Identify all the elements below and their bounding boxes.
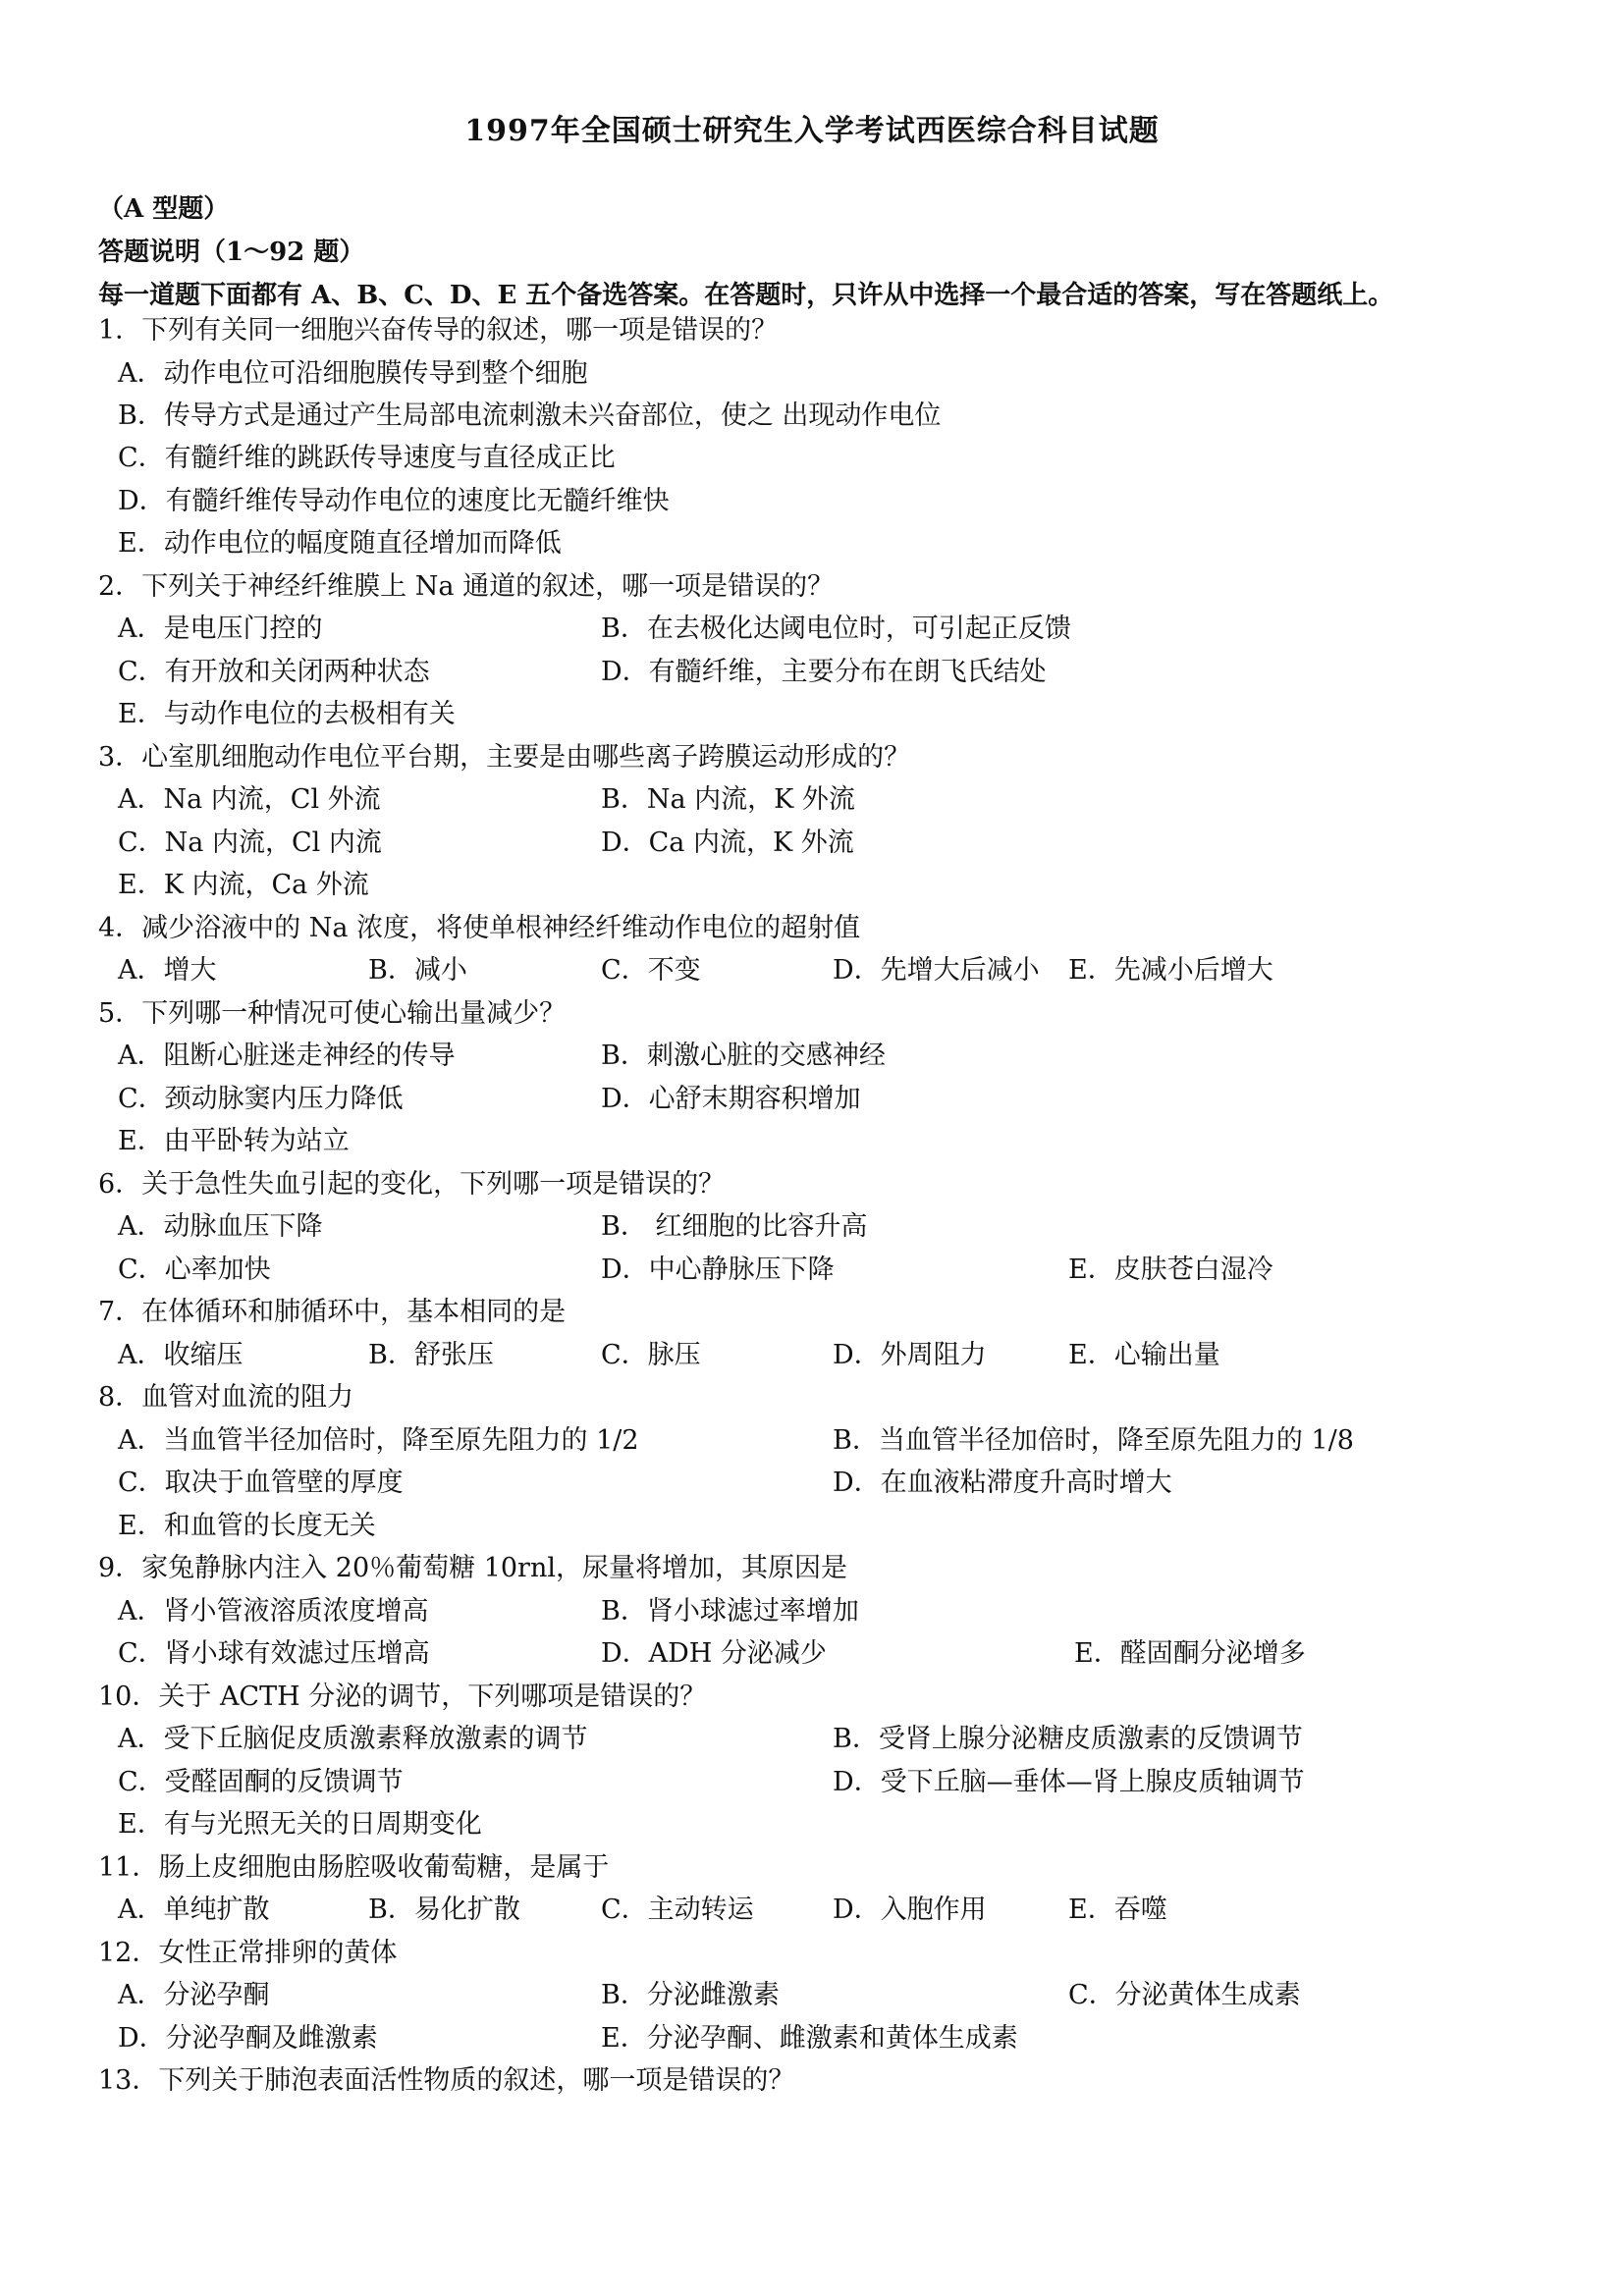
- option-d: D．入胞作用: [833, 1895, 987, 1925]
- option-a: A．动脉血压下降: [118, 1211, 323, 1242]
- option-c: C．颈动脉窦内压力降低: [118, 1084, 404, 1114]
- option-c: C．脉压: [601, 1340, 701, 1370]
- option-b: B．舒张压: [368, 1340, 494, 1370]
- option-e: E．吞噬: [1068, 1895, 1167, 1925]
- option-a: A．动作电位可沿细胞膜传导到整个细胞: [118, 358, 588, 389]
- option-c: C．分泌黄体生成素: [1068, 1980, 1301, 2010]
- option-e: E．醛固酮分泌增多: [1074, 1638, 1306, 1669]
- question-stem: 11．肠上皮细胞由肠腔吸收葡萄糖，是属于: [98, 1852, 610, 1883]
- option-b: B．刺激心脏的交感神经: [601, 1041, 886, 1071]
- option-a: A．单纯扩散: [118, 1895, 270, 1925]
- option-d: D．有髓纤维传导动作电位的速度比无髓纤维快: [118, 486, 670, 516]
- option-b: B．肾小球滤过率增加: [601, 1596, 859, 1627]
- option-b: B．受肾上腺分泌糖皮质激素的反馈调节: [833, 1724, 1303, 1754]
- option-e: E．分泌孕酮、雌激素和黄体生成素: [601, 2023, 1018, 2054]
- option-c: C．心率加快: [118, 1255, 271, 1285]
- option-e: E．K 内流，Ca 外流: [118, 870, 369, 900]
- question-stem: 5．下列哪一种情况可使心输出量减少？: [98, 998, 567, 1029]
- question-stem: 3．心室肌细胞动作电位平台期，主要是由哪些离子跨膜运动形成的？: [98, 742, 911, 773]
- question-stem: 10．关于 ACTH 分泌的调节，下列哪项是错误的？: [98, 1682, 707, 1712]
- question-stem: 13．下列关于肺泡表面活性物质的叙述，哪一项是错误的？: [98, 2065, 795, 2096]
- option-a: A．Na 内流，Cl 外流: [118, 784, 381, 815]
- option-c: C．受醛固酮的反馈调节: [118, 1767, 404, 1797]
- instructions-heading: 答题说明（1～92 题）: [98, 238, 365, 267]
- option-d: D．外周阻力: [833, 1340, 987, 1370]
- question-stem: 6．关于急性失血引起的变化，下列哪一项是错误的？: [98, 1169, 726, 1200]
- option-d: D．心舒末期容积增加: [601, 1084, 861, 1114]
- option-a: A．是电压门控的: [118, 614, 323, 644]
- section-type: （A 型题）: [98, 194, 230, 224]
- option-e: E．心输出量: [1068, 1340, 1220, 1370]
- option-d: D．在血液粘滞度升高时增大: [833, 1468, 1172, 1498]
- option-c: C．肾小球有效滤过压增高: [118, 1638, 430, 1669]
- option-c: C．有开放和关闭两种状态: [118, 657, 430, 687]
- option-c: C．有髓纤维的跳跃传导速度与直径成正比: [118, 443, 616, 473]
- option-c: C．主动转运: [601, 1895, 754, 1925]
- option-e: E．与动作电位的去极相有关: [118, 699, 456, 729]
- option-b: B．在去极化达阈电位时，可引起正反馈: [601, 614, 1071, 644]
- option-b: B．Na 内流，K 外流: [601, 784, 855, 815]
- option-a: A．阻断心脏迷走神经的传导: [118, 1041, 456, 1071]
- option-d: D．Ca 内流，K 外流: [601, 828, 854, 858]
- question-stem: 9．家兔静脉内注入 20％葡萄糖 10rnl，尿量将增加，其原因是: [98, 1553, 847, 1583]
- option-d: D．有髓纤维，主要分布在朗飞氏结处: [601, 657, 1047, 687]
- page-title: 1997年全国硕士研究生入学考试西医综合科目试题: [464, 114, 1160, 148]
- option-b: B．分泌雌激素: [601, 1980, 780, 2010]
- option-e: E．先减小后增大: [1068, 955, 1273, 986]
- option-e: E．皮肤苍白湿冷: [1068, 1255, 1273, 1285]
- option-a: A．受下丘脑促皮质激素释放激素的调节: [118, 1724, 588, 1754]
- option-d: D．受下丘脑—垂体—肾上腺皮质轴调节: [833, 1767, 1305, 1797]
- option-a: A．增大: [118, 955, 217, 986]
- instructions-text: 每一道题下面都有 A、B、C、D、E 五个备选答案。在答题时，只许从中选择一个最合适的答案，写在答题纸上。: [98, 281, 1394, 310]
- question-stem: 1．下列有关同一细胞兴奋传导的叙述，哪一项是错误的？: [98, 315, 779, 346]
- question-stem: 8．血管对血流的阻力: [98, 1382, 354, 1413]
- option-e: E．和血管的长度无关: [118, 1511, 376, 1541]
- option-d: D．中心静脉压下降: [601, 1255, 835, 1285]
- option-c: C．取决于血管壁的厚度: [118, 1468, 404, 1498]
- option-b: B．易化扩散: [368, 1895, 520, 1925]
- option-e: E．有与光照无关的日周期变化: [118, 1809, 482, 1840]
- option-b: B．减小: [368, 955, 467, 986]
- option-a: A．肾小管液溶质浓度增高: [118, 1596, 429, 1627]
- option-c: C．不变: [601, 955, 701, 986]
- question-stem: 7．在体循环和肺循环中，基本相同的是: [98, 1297, 567, 1327]
- question-stem: 4．减少浴液中的 Na 浓度，将使单根神经纤维动作电位的超射值: [98, 913, 861, 943]
- option-d: D．先增大后减小: [833, 955, 1040, 986]
- question-stem: 2．下列关于神经纤维膜上 Na 通道的叙述，哪一项是错误的？: [98, 571, 835, 602]
- option-c: C．Na 内流，Cl 内流: [118, 828, 382, 858]
- option-b: B． 红细胞的比容升高: [601, 1211, 868, 1242]
- option-e: E．动作电位的幅度随直径增加而降低: [118, 528, 562, 559]
- question-stem: 12．女性正常排卵的黄体: [98, 1938, 398, 1968]
- option-d: D．分泌孕酮及雌激素: [118, 2023, 378, 2054]
- option-b: B．传导方式是通过产生局部电流刺激未兴奋部位，使之 出现动作电位: [118, 400, 942, 431]
- option-e: E．由平卧转为站立: [118, 1126, 350, 1156]
- option-a: A．当血管半径加倍时，降至原先阻力的 1/2: [118, 1425, 639, 1456]
- option-a: A．分泌孕酮: [118, 1980, 270, 2010]
- option-b: B．当血管半径加倍时，降至原先阻力的 1/8: [833, 1425, 1354, 1456]
- option-a: A．收缩压: [118, 1340, 244, 1370]
- option-d: D．ADH 分泌减少: [601, 1638, 827, 1669]
